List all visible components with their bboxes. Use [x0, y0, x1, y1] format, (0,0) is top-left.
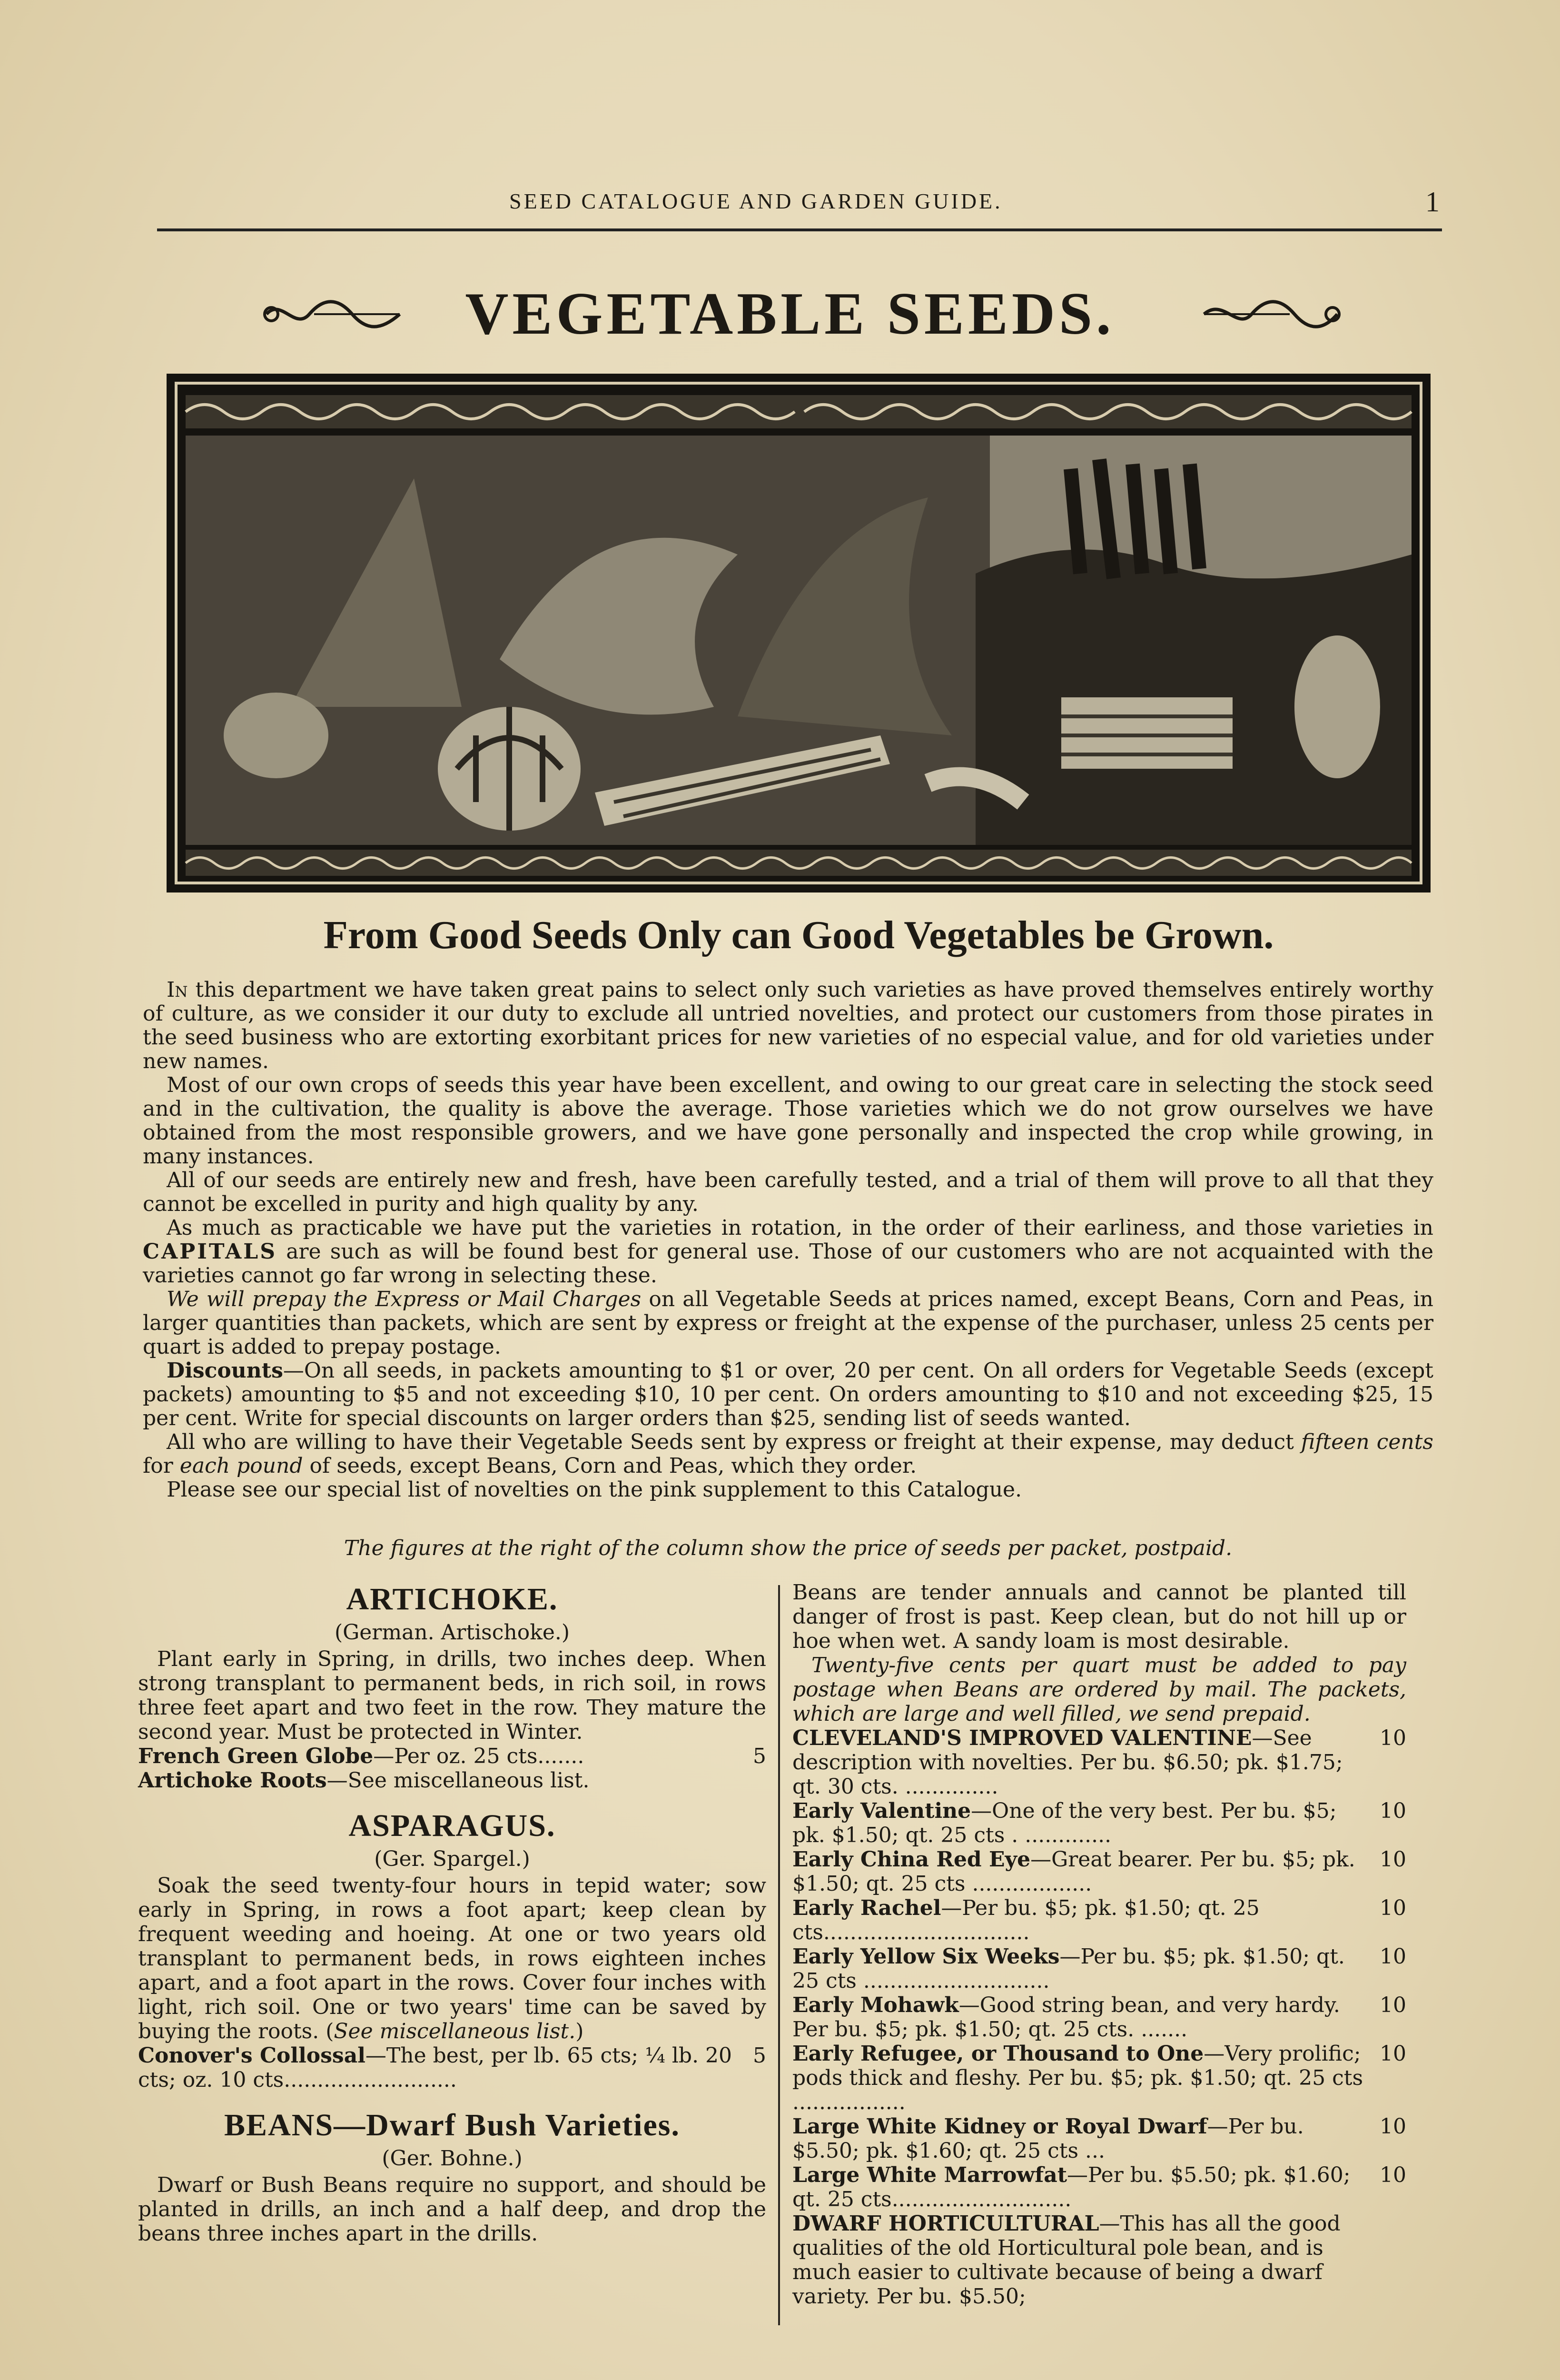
bean-variety-name: Large White Marrowfat: [792, 2163, 1067, 2187]
bean-variety-text: [792, 2211, 1373, 2309]
variety-description: —Per oz. 25 cts.......: [373, 1744, 584, 1768]
variety-price: 5: [753, 1744, 766, 1768]
beans-description-right: Beans are tender annuals and cannot be planted till danger of frost is past. Keep clean, but do not hill up or hoe when wet. A sandy loam is most desirable.: [792, 1580, 1406, 1653]
bean-variety-price: 10: [1380, 1993, 1406, 2017]
variety-name: Artichoke Roots: [138, 1768, 327, 1793]
bean-variety-description: —Per bu. $5; pk. $1.50; qt. 25 cts...............................: [792, 1896, 1260, 1944]
bean-variety-description: —One of the very best. Per bu. $5; pk. $1.50; qt. 25 cts . .............: [792, 1799, 1337, 1847]
bean-variety-row: [792, 2163, 1406, 2211]
bean-variety-text: [792, 1847, 1373, 1896]
bean-variety-text: [792, 1726, 1373, 1799]
variety-row: [138, 1768, 766, 1793]
bean-variety-name: Early China Red Eye: [792, 1847, 1031, 1872]
beans-description-left: Dwarf or Bush Beans require no support, and should be planted in drills, an inch and a half deep, and drop the beans three inches apart in the drills.: [138, 2173, 766, 2246]
intro-text: [143, 978, 1433, 1502]
intro-text-p7c: of seeds, except Beans, Corn and Peas, which they order.: [303, 1454, 917, 1478]
bean-variety-name: Early Mohawk: [792, 1993, 959, 2017]
column-divider: [778, 1585, 780, 2325]
bean-variety-row: [792, 2042, 1406, 2114]
intro-italic-1: fifteen cents: [1301, 1430, 1433, 1454]
bean-variety-description: —Good string bean, and very hardy. Per bu. $5; pk. $1.50; qt. 25 cts. .......: [792, 1993, 1340, 2042]
main-title: VEGETABLE SEEDS.: [465, 281, 1115, 347]
left-column: [138, 1580, 766, 2246]
bean-variety-description: —Very prolific; pods thick and fleshy. Per bu. $5; pk. $1.50; qt. 25 cts .................: [792, 2042, 1363, 2114]
variety-text: [138, 1768, 766, 1793]
beans-postage-note: Twenty-five cents per quart must be added to pay postage when Beans are ordered by mail. The packets, which are large and well filled, we send prepaid.: [792, 1653, 1406, 1726]
intro-paragraph: [143, 1216, 1433, 1288]
asparagus-description: [138, 1874, 766, 2043]
bean-variety-description: —Per bu. $5; pk. $1.50; qt. 25 cts ............................: [792, 1944, 1345, 1993]
variety-name: French Green Globe: [138, 1744, 374, 1768]
bean-variety-description: —Per bu. $5.50; pk. $1.60; qt. 25 cts...........................: [792, 2163, 1351, 2211]
bean-variety-price: 10: [1380, 1799, 1406, 1823]
capitals-word: CAPITALS: [143, 1240, 277, 1264]
bean-variety-row: [792, 2211, 1406, 2309]
intro-paragraph: All of our seeds are entirely new and fresh, have been carefully tested, and a trial of them will prove to all that they cannot be excelled in purity and high quality by any.: [143, 1168, 1433, 1216]
variety-price: 5: [753, 2043, 766, 2068]
intro-text-p4b: are such as will be found best for general use. Those of our customers who are not acquainted with the varieties cannot go far wrong in selecting these.: [143, 1240, 1433, 1288]
intro-lead: In: [167, 978, 188, 1002]
beans-heading: BEANS—Dwarf Bush Varieties.: [224, 2108, 680, 2142]
intro-paragraph: [143, 1288, 1433, 1359]
bean-variety-row: [792, 2114, 1406, 2163]
bean-variety-row: [792, 1799, 1406, 1847]
bean-variety-name: Early Valentine: [792, 1799, 971, 1823]
page-number: 1: [1425, 186, 1440, 218]
intro-text-p7b: for: [143, 1454, 180, 1478]
intro-paragraph: Most of our own crops of seeds this year have been excellent, and owing to our great care in selecting the stock seed and in the cultivation, the quality is above the average. Those varieties which we do not grow ourselves we have obtained from the most responsible growers, and we have gone personally and inspected the crop while growing, in many instances.: [143, 1073, 1433, 1169]
bean-variety-text: [792, 1799, 1373, 1847]
bean-variety-text: [792, 1944, 1373, 1993]
running-header: [157, 186, 1442, 231]
bean-variety-description: —See description with novelties. Per bu. $6.50; pk. $1.75; qt. 30 cts. ..............: [792, 1726, 1343, 1799]
artichoke-description: Plant early in Spring, in drills, two inches deep. When strong transplant to permanent beds, in rich soil, in rows three feet apart and two feet in the row. They mature the second year. Must be protected in Winter.: [138, 1647, 766, 1744]
prepay-note: We will prepay the Express or Mail Charges: [167, 1287, 642, 1311]
bean-variety-price: 10: [1380, 1944, 1406, 1969]
bean-variety-row: [792, 1726, 1406, 1799]
bean-variety-price: 10: [1380, 1896, 1406, 1920]
bean-variety-name: CLEVELAND'S IMPROVED VALENTINE: [792, 1726, 1252, 1750]
price-note: The figures at the right of the column show the price of seeds per packet, postpaid.: [344, 1536, 1233, 1560]
bean-variety-name: DWARF HORTICULTURAL: [792, 2211, 1099, 2236]
bean-variety-description: —Per bu. $5.50; pk. $1.60; qt. 25 cts ...: [792, 2114, 1304, 2163]
beans-names: (Ger. Bohne.): [382, 2146, 523, 2171]
bean-variety-list: [792, 1726, 1406, 2309]
artichoke-heading: ARTICHOKE.: [346, 1582, 558, 1616]
bean-variety-row: [792, 1847, 1406, 1896]
variety-description: —The best, per lb. 65 cts; ¼ lb. 20 cts; oz. 10 cts..........................: [138, 2043, 732, 2092]
variety-text: [138, 1744, 733, 1768]
bean-variety-row: [792, 1993, 1406, 2042]
intro-paragraph: Please see our special list of novelties on the pink supplement to this Catalogue.: [167, 1478, 1022, 1502]
asparagus-description-italic: See miscellaneous list.: [334, 2019, 576, 2043]
bean-variety-description: —This has all the good qualities of the old Horticultural pole bean, and is much easier to cultivate because of being a dwarf variety. Per bu. $5.50;: [792, 2211, 1341, 2309]
bean-variety-row: [792, 1896, 1406, 1944]
variety-description: —See miscellaneous list.: [326, 1768, 590, 1793]
bean-variety-price: [1373, 2211, 1406, 2309]
bean-variety-name: Early Refugee, or Thousand to One: [792, 2042, 1204, 2066]
bean-variety-text: [792, 1993, 1373, 2042]
bean-variety-price: 10: [1380, 1726, 1406, 1750]
intro-text-p6: —On all seeds, in packets amounting to $1 or over, 20 per cent. On all orders for Vegetable Seeds (except packets) amounting to $5 and not exceeding $10, 10 per cent. On orders amounting to $10 and not exceeding $25, 15 per cent. Write for special discounts on larger orders than $25, sending list of seeds wanted.: [143, 1359, 1433, 1430]
variety-name: Conover's Collossal: [138, 2043, 365, 2068]
intro-text-p4a: As much as practicable we have put the varieties in rotation, in the order of their earliness, and those varieties in: [167, 1216, 1433, 1240]
asparagus-names: (Ger. Spargel.): [374, 1847, 530, 1871]
running-title: SEED CATALOGUE AND GARDEN GUIDE.: [509, 189, 1003, 213]
variety-row: [138, 2043, 766, 2092]
bean-variety-text: [792, 1896, 1373, 1944]
asparagus-description-end: ): [575, 2019, 584, 2043]
bean-variety-name: Early Rachel: [792, 1896, 941, 1920]
bean-variety-text: [792, 2114, 1373, 2163]
variety-row: [138, 1744, 766, 1768]
subtitle: From Good Seeds Only can Good Vegetables be Grown.: [323, 913, 1274, 957]
intro-paragraph: [143, 978, 1433, 1073]
bean-variety-text: [792, 2163, 1373, 2211]
intro-text-p5: on all Vegetable Seeds at prices named, except Beans, Corn and Peas, in larger quantities than packets, which are sent by express or freight at the expense of the purchaser, unless 25 cents per quart is added to prepay postage.: [143, 1287, 1433, 1359]
asparagus-heading: ASPARAGUS.: [348, 1808, 556, 1843]
bean-variety-price: 10: [1380, 2114, 1406, 2139]
bean-variety-price: 10: [1380, 2163, 1406, 2187]
bean-variety-text: [792, 2042, 1373, 2114]
bean-variety-description: —Great bearer. Per bu. $5; pk. $1.50; qt. 25 cts ..................: [792, 1847, 1355, 1896]
intro-paragraph: [143, 1359, 1433, 1430]
intro-italic-2: each pound: [179, 1454, 303, 1478]
variety-text: [138, 2043, 733, 2092]
intro-paragraph: [143, 1430, 1433, 1478]
bean-variety-price: 10: [1380, 2042, 1406, 2066]
bean-variety-price: 10: [1380, 1847, 1406, 1872]
vegetable-woodcut-illustration: [167, 374, 1431, 892]
bean-variety-name: Early Yellow Six Weeks: [792, 1944, 1060, 1969]
bean-variety-row: [792, 1944, 1406, 1993]
bean-variety-name: Large White Kidney or Royal Dwarf: [792, 2114, 1207, 2139]
artichoke-names: (German. Artischoke.): [334, 1620, 570, 1645]
intro-text-p7a: All who are willing to have their Vegetable Seeds sent by express or freight at their expense, may deduct: [167, 1430, 1301, 1454]
right-column: [792, 1580, 1406, 2309]
asparagus-description-text: Soak the seed twenty-four hours in tepid water; sow early in Spring, in rows a foot apart; keep clean by frequent weeding and hoeing. At one or two years old transplant to permanent beds, in rows eighteen inches apart, and a foot apart in the rows. Cover four inches with light, rich soil. One or two years' time can be saved by buying the roots. (: [138, 1874, 766, 2043]
discounts-label: Discounts: [167, 1359, 283, 1383]
intro-text-p1: this department we have taken great pains to select only such varieties as have proved themselves entirely worthy of culture, as we consider it our duty to exclude all untried novelties, and protect our customers from those pirates in the seed business who are extorting exorbitant prices for new varieties of no especial value, and for old varieties under new names.: [143, 978, 1433, 1073]
